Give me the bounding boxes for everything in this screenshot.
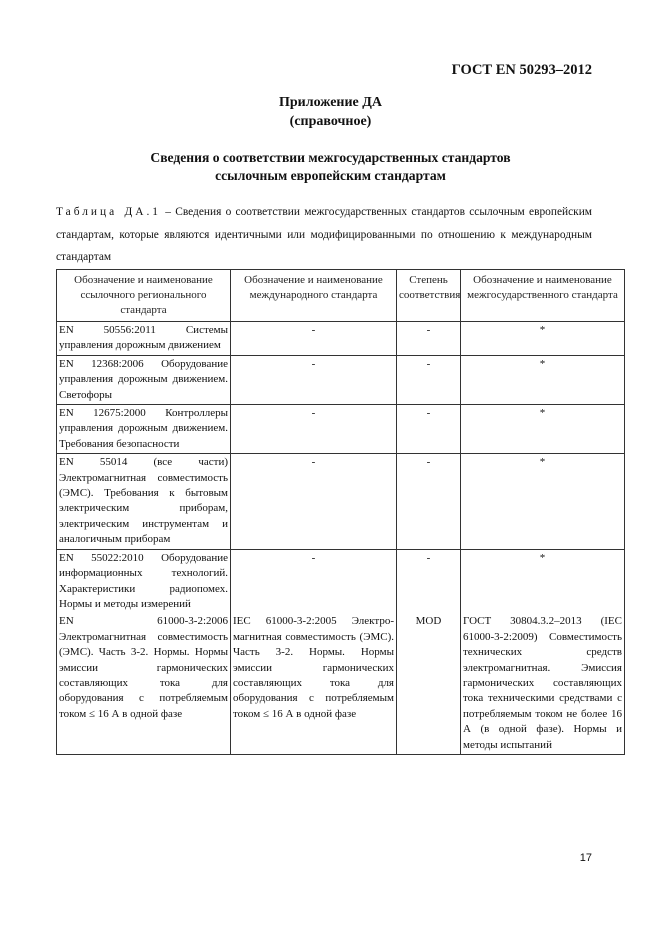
cell-degree: MOD — [397, 613, 461, 754]
cell-degree: - — [397, 322, 461, 356]
cell-interstate: * — [461, 355, 625, 404]
cell-regional: EN 61000-3-2:2006 Электромагнитная совместимость (ЭМС). Часть 3-2. Нормы. Нормы эмиссии гармонических составляющих тока для оборудования с потребляемым током ≤ 16 А в одной фазе — [57, 613, 231, 754]
cell-international: - — [231, 549, 397, 613]
header-international-standard: Обозначение и наименование международного стандарта — [231, 270, 397, 322]
cell-regional: EN 12675:2000 Контроллеры управления дорожным движением. Требования безопасности — [57, 405, 231, 454]
cell-interstate: * — [461, 322, 625, 356]
cell-international: - — [231, 355, 397, 404]
cell-regional: EN 12368:2006 Оборудование управления дорожным движением. Светофоры — [57, 355, 231, 404]
header-regional-standard: Обозначение и наименование ссылочного регионального стандарта — [57, 270, 231, 322]
cell-regional: EN 50556:2011 Системы управления дорожным движением — [57, 322, 231, 356]
appendix-subtitle: (справочное) — [289, 114, 372, 129]
table-header-row — [57, 270, 625, 322]
table-row — [57, 405, 625, 454]
section-heading-line1: Сведения о соответствии межгосударственных стандартов — [150, 150, 511, 165]
document-code: ГОСТ EN 50293–2012 — [451, 62, 592, 78]
cell-regional: EN 55014 (все части) Электромагнитная совместимость (ЭМС). Требования к бытовым электрическим приборам, электрическим инструментам и аналогичным приборам — [57, 454, 231, 549]
cell-international: IEC 61000-3-2:2005 Электро-магнитная совместимость (ЭМС). Часть 3-2. Нормы. Нормы эмиссии гармонических составляющих тока для оборудования с потребляемым током ≤ 16 А в одной фазе — [231, 613, 397, 754]
standards-table — [56, 269, 625, 755]
header-degree-of-conformity: Степень соответствия — [397, 270, 461, 322]
cell-interstate: ГОСТ 30804.3.2–2013 (IEC 61000-3-2:2009) Совместимость технических средств электромагнитная. Эмиссия гармонических составляющих тока техническими средствами с потребляемым током не более 16 А (в одной фазе). Нормы и методы испытаний — [461, 613, 625, 754]
table-caption-label: Таблица ДА.1 — [56, 206, 161, 218]
table-caption-text: – Сведения о соответствии межгосударственных стандартов ссылочным европейским стандартам, которые являются идентичными или модифицированными по отношению к международным стандартам — [56, 206, 592, 263]
cell-international: - — [231, 405, 397, 454]
section-heading-line2: ссылочным европейским стандартам — [215, 168, 446, 183]
cell-degree: - — [397, 355, 461, 404]
cell-degree: - — [397, 454, 461, 549]
table-row — [57, 549, 625, 613]
table-row — [57, 322, 625, 356]
cell-degree: - — [397, 549, 461, 613]
cell-international: - — [231, 322, 397, 356]
table-row — [57, 355, 625, 404]
cell-interstate: * — [461, 549, 625, 613]
cell-degree: - — [397, 405, 461, 454]
appendix-title: Приложение ДА — [278, 95, 383, 110]
page-number: 17 — [579, 852, 592, 864]
header-interstate-standard: Обозначение и наименование межгосударственного стандарта — [461, 270, 625, 322]
cell-interstate: * — [461, 454, 625, 549]
cell-interstate: * — [461, 405, 625, 454]
cell-international: - — [231, 454, 397, 549]
table-row — [57, 454, 625, 549]
cell-regional: EN 55022:2010 Оборудование информационных технологий. Характеристики радиопомех. Нормы и методы измерений — [57, 549, 231, 613]
table-caption — [56, 201, 592, 269]
table-row — [57, 613, 625, 754]
